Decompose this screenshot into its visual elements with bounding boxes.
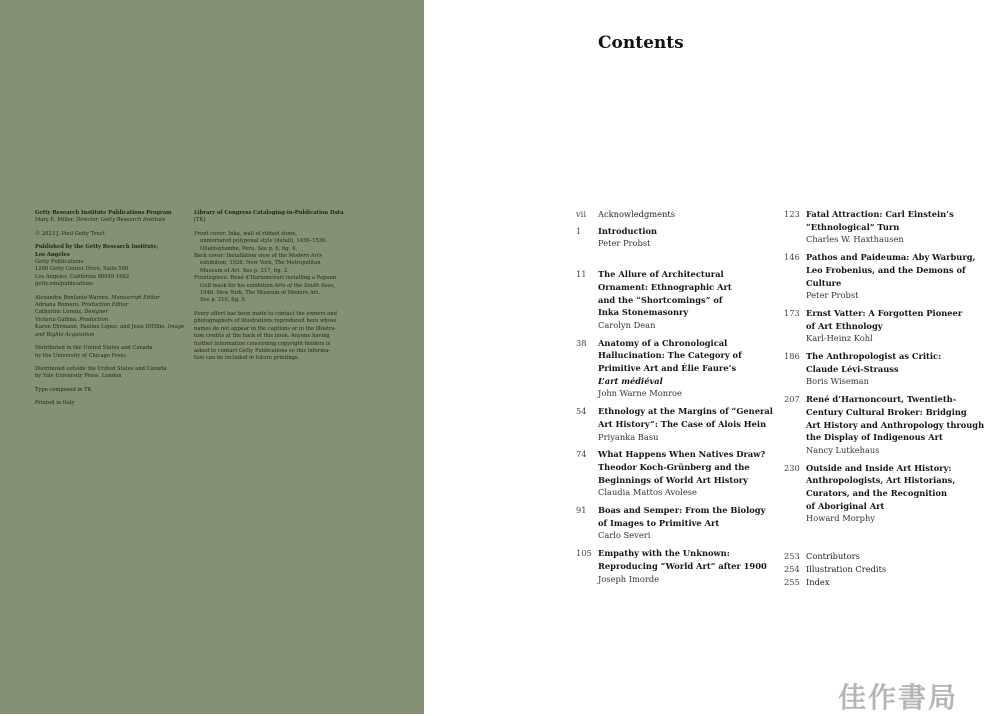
toc-page-number: 11	[576, 269, 587, 280]
toc-title-line: L’art médiéval	[598, 375, 663, 386]
frontispiece-credit: See p. 210, fig. 5.	[200, 297, 247, 304]
copyright-notice: Every effort has been made to contact the owners and	[194, 310, 337, 317]
back-cover-italic: Modern Arts	[288, 253, 322, 260]
toc-entry-title: Illustration Credits	[806, 563, 887, 574]
toc-page-number: 74	[576, 449, 587, 460]
toc-page-number: 230	[784, 462, 800, 473]
staff-line	[35, 302, 185, 309]
back-cover-credit	[194, 253, 354, 260]
staff-line	[35, 317, 185, 324]
toc-entry-title	[806, 208, 994, 233]
frontispiece-credit	[194, 283, 354, 290]
watermark: 佳作書局	[838, 681, 959, 714]
toc-entry[interactable]	[784, 462, 994, 526]
address-line: Los Angeles, California 90049-1682	[35, 273, 130, 280]
toc-page-number: 91	[576, 505, 587, 516]
staff-role: Production	[79, 316, 109, 323]
toc-entry-author: Carolyn Dean	[598, 319, 656, 330]
back-cover-credit: Museum of Art. See p. 217, fig. 2.	[200, 267, 289, 274]
toc-entry[interactable]	[784, 208, 994, 246]
toc-title-line: Curators, and the Recognition	[806, 488, 947, 499]
toc-entry-title: Acknowledgments	[598, 209, 676, 219]
toc-page-number: 254	[784, 563, 800, 574]
staff-name: Victoria Gallina,	[35, 316, 80, 323]
toc-entry-author: Carlo Severi	[598, 530, 651, 541]
toc-title-line: Century Cultural Broker: Bridging	[806, 406, 967, 417]
staff-name: Catherine Lorenz,	[35, 309, 85, 316]
address-line: getty.edu/publications	[35, 281, 94, 288]
staff-role: Designer	[84, 309, 109, 316]
toc-title-line: Boas and Semper: From the Biology	[598, 505, 766, 516]
toc-entry[interactable]	[576, 225, 776, 250]
toc-entry-title	[598, 268, 776, 319]
toc-entry-title	[598, 405, 776, 430]
toc-title-line: The Anthropologist as Critic:	[806, 351, 942, 362]
program-lead-name: Mary E. Miller,	[35, 217, 77, 224]
toc-entry-author: Peter Probst	[806, 290, 859, 301]
toc-entry-title	[598, 504, 776, 529]
copyright: © 2023 J. Paul Getty Trust	[35, 230, 105, 237]
toc-page-number: 123	[784, 209, 800, 219]
program-lead	[35, 217, 185, 224]
toc-entry[interactable]	[576, 405, 776, 443]
toc-title-line: Inka Stonemasonry	[598, 307, 689, 318]
toc-title-line: Introduction	[598, 225, 658, 236]
distribution-us: by the University of Chicago Press	[35, 352, 126, 359]
toc-entry-illustration-credits[interactable]	[784, 563, 994, 576]
toc-entry[interactable]	[576, 504, 776, 542]
toc-entry-author: Nancy Lutkehaus	[806, 444, 880, 455]
distribution-world: Distributed outside the United States and Canada	[35, 365, 167, 372]
toc-title-line: Outside and Inside Art History:	[806, 462, 952, 473]
toc-entry-author: Charles W. Haxthausen	[806, 234, 904, 245]
toc-title-line: Reproducing “World Art” after 1900	[598, 560, 767, 571]
toc-title-line: Art History”: The Case of Alois Hein	[598, 418, 767, 429]
toc-title-line: Art History and Anthropology through	[806, 419, 985, 430]
toc-title-line: Ernst Vatter: A Forgotten Pioneer	[806, 307, 963, 318]
toc-entry-title	[598, 337, 776, 388]
toc-entry[interactable]	[576, 337, 776, 401]
toc-title-line: Theodor Koch-Grünberg and the	[598, 461, 750, 472]
toc-page-number: 253	[784, 551, 800, 562]
program-title: Getty Research Institute Publications Program	[35, 210, 172, 216]
toc-entry[interactable]	[576, 547, 776, 585]
toc-entry-title: Index	[806, 576, 830, 587]
toc-entry-author: Joseph Imorde	[598, 573, 660, 584]
toc-title-line: What Happens When Natives Draw?	[598, 449, 766, 460]
toc-title-line: Primitive Art and Élie Faure’s	[598, 363, 737, 374]
toc-entry-author: Peter Probst	[598, 238, 651, 249]
program-lead-role: Director, Getty Research Institute	[76, 217, 166, 224]
toc-page-number: 105	[576, 548, 592, 559]
published-by-line-2: Los Angeles	[35, 251, 70, 258]
frontispiece-credit: Frontispiece: René d’Harnoncourt installing a Papuan	[194, 275, 337, 282]
toc-entry-title	[598, 448, 776, 486]
staff-role: Manuscript Editor	[111, 294, 160, 301]
toc-entry-title	[598, 225, 776, 238]
front-cover-credit: unmortared polygonal style (detail), 1450–1530.	[200, 238, 328, 245]
copyright-notice: names do not appear in the captions or in the illustra-	[194, 325, 337, 332]
toc-title-line: Ornament: Ethnographic Art	[598, 281, 732, 292]
distribution-us: Distributed in the United States and Canada	[35, 345, 153, 352]
copyright-notice: tion credits at the back of this book. Anyone having	[194, 333, 330, 340]
copyright-notice: asked to contact Getty Publications so this informa-	[194, 347, 331, 354]
toc-entry-title: Contributors	[806, 551, 860, 562]
toc-entry[interactable]	[784, 307, 994, 345]
toc-page-number: 255	[784, 576, 800, 587]
copyright-notice: further information concerning copyright holders is	[194, 340, 331, 347]
toc-title-line: and the “Shortcomings” of	[598, 294, 723, 305]
toc-entry-title	[806, 350, 994, 375]
toc-title-line: The Allure of Architectural	[598, 269, 724, 280]
toc-title-line: Leo Frobenius, and the Demons of	[806, 264, 966, 275]
toc-entry-title	[806, 462, 994, 513]
cip-title: Library of Congress Cataloging-in-Publication Data	[194, 210, 344, 216]
staff-name: Karen Ehrmann, Pauline Lopez, and Jessi DiTillio,	[35, 324, 168, 331]
copyright-notice: photographers of illustrations reproduced here whose	[194, 318, 337, 325]
toc-entry-author: Claudia Mattos Avolese	[598, 487, 697, 498]
toc-title-line: Anthropologists, Art Historians,	[806, 475, 956, 486]
distribution-world: by Yale University Press, London	[35, 373, 122, 380]
address-line: Getty Publications	[35, 259, 84, 266]
toc-title-line: of Images to Primitive Art	[598, 517, 720, 528]
staff-name: Adriana Romero,	[35, 302, 82, 309]
toc-page-number: 173	[784, 307, 800, 318]
toc-title-line: Culture	[806, 277, 842, 288]
toc-entry[interactable]	[784, 350, 994, 388]
toc-page-number: 1	[576, 225, 582, 236]
toc-title-line: Pathos and Paideuma: Aby Warburg,	[806, 252, 976, 263]
type-note: Type composed in TK	[35, 386, 92, 393]
toc-entry-contributors[interactable]	[784, 550, 994, 563]
toc-entry-author: Boris Wiseman	[806, 376, 869, 387]
toc-title-line: Ethnology at the Margins of “General	[598, 406, 773, 417]
staff-name: Alexandra Bonfante-Warren,	[35, 294, 112, 301]
toc-title-line: Claude Lévi-Strauss	[806, 363, 899, 374]
toc-page-number: 207	[784, 394, 800, 405]
toc-entry-author: Karl-Heinz Kohl	[806, 333, 873, 344]
toc-column-right	[784, 208, 994, 588]
toc-title-line: Hallucination: The Category of	[598, 350, 742, 361]
toc-entry-author: Priyanka Basu	[598, 431, 659, 442]
toc-entry-author: John Warne Monroe	[598, 388, 682, 399]
address-line: 1200 Getty Center Drive, Suite 500	[35, 266, 129, 273]
staff-line	[35, 324, 185, 339]
toc-title-line: René d’Harnoncourt, Twentieth-	[806, 394, 957, 405]
toc-page-number: 38	[576, 337, 587, 348]
toc-title-line: of Art Ethnology	[806, 320, 883, 331]
colophon-column-left	[35, 210, 185, 414]
toc-title-line: Fatal Attraction: Carl Einstein’s	[806, 209, 954, 219]
toc-page-number: vii	[576, 209, 586, 219]
toc-title-line: of Aboriginal Art	[806, 500, 885, 511]
toc-page-number: 146	[784, 252, 800, 263]
staff-line	[35, 295, 185, 302]
toc-page-number: 186	[784, 351, 800, 362]
printed-note: Printed in Italy	[35, 400, 75, 407]
toc-entry-author: Howard Morphy	[806, 513, 875, 524]
back-cover-credit: exhibition, 1926. New York, The Metropolitan	[200, 260, 321, 267]
toc-entry-title	[598, 547, 776, 572]
page-title: Contents	[598, 33, 684, 53]
copyright-notice: tion can be included in future printings.	[194, 355, 300, 362]
staff-role: Image and Rights Acquisition	[35, 324, 185, 338]
colophon-column-right	[194, 210, 354, 369]
staff-line	[35, 309, 185, 316]
frontispiece-italic: Arts of the South Seas,	[274, 282, 336, 289]
toc-entry-title	[806, 393, 994, 444]
cip-value: [TK]	[194, 217, 206, 224]
front-cover-credit: Ollantaytambo, Peru. See p. 6, fig. 4.	[200, 245, 297, 252]
frontispiece-credit: 1946. New York, The Museum of Modern Art.	[200, 290, 320, 297]
staff-role: Production Editor	[81, 302, 129, 309]
toc-title-line: “Ethnological” Turn	[806, 221, 900, 232]
toc-entry[interactable]	[784, 251, 994, 302]
toc-entry[interactable]	[576, 448, 776, 499]
published-by-line-1: Published by the Getty Research Institute,	[35, 244, 159, 251]
toc-entry[interactable]	[576, 268, 776, 332]
toc-entry[interactable]	[576, 208, 776, 221]
frontispiece-text: Gulf mask for his exhibition	[200, 282, 275, 289]
toc-entry-index[interactable]	[784, 576, 994, 589]
toc-title-line: Empathy with the Unknown:	[598, 548, 730, 559]
front-cover-credit: Front cover: Inka, wall of ribbed stone,	[194, 230, 298, 237]
toc-title-line: the Display of Indigenous Art	[806, 432, 943, 443]
back-cover-text: Back cover: Installation view of the	[194, 253, 289, 260]
toc-entry-title	[806, 307, 994, 332]
toc-column-left	[576, 208, 776, 585]
toc-entry[interactable]	[784, 393, 994, 457]
toc-entry-title	[806, 251, 994, 289]
toc-page-number: 54	[576, 406, 587, 417]
toc-title-line: Beginnings of World Art History	[598, 474, 748, 485]
toc-title-line: Anatomy of a Chronological	[598, 337, 728, 348]
